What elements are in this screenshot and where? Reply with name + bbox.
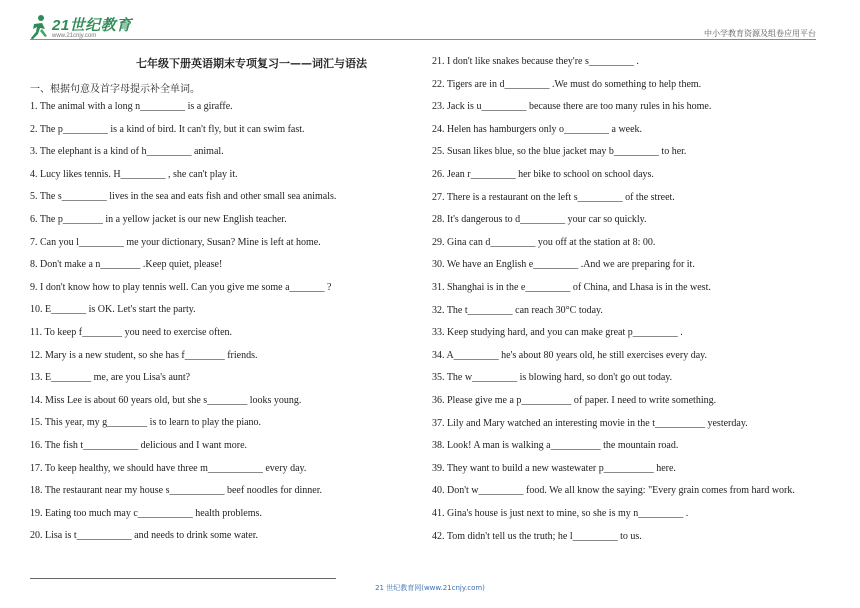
question-item: 37. Lily and Mary watched an interesting movie in the t__________ yesterday.	[432, 417, 748, 429]
question-item: 11. To keep f________ you need to exercise often.	[30, 327, 233, 338]
question-item: 21. I don't like snakes because they're s_________ .	[432, 56, 639, 67]
question-item: 12. Mary is a new student, so she has f________ friends.	[30, 349, 258, 361]
question-item: 29. Gina can d_________ you off at the station at 8: 00.	[432, 236, 656, 248]
question-item: 22. Tigers are in d_________ .We must do something to help them.	[432, 78, 702, 90]
question-item: 14. Miss Lee is about 60 years old, but she s________ looks young.	[30, 394, 302, 406]
question-item: 15. This year, my g________ is to learn to play the piano.	[30, 417, 262, 429]
question-item: 25. Susan likes blue, so the blue jacket may b_________ to her.	[432, 146, 687, 158]
site-logo	[28, 12, 138, 46]
question-item: 4. Lucy likes tennis. H_________ , she can't play it.	[30, 168, 238, 180]
question-item: 28. It's dangerous to d_________ your car so quickly.	[432, 214, 647, 226]
question-item: 5. The s_________ lives in the sea and eats fish and other small sea animals.	[30, 191, 337, 203]
question-item: 32. The t_________ can reach 30°C today.	[432, 304, 603, 316]
question-item: 1. The animal with a long n_________ is a giraffe.	[30, 101, 233, 112]
section-heading: 一、根据句意及首字母提示补全单词。	[30, 84, 200, 95]
runner-logo-icon	[28, 14, 50, 42]
footer-divider	[30, 578, 336, 579]
question-item: 18. The restaurant near my house s___________ beef noodles for dinner.	[30, 485, 322, 497]
question-item: 17. To keep healthy, we should have three m___________ every day.	[30, 462, 307, 474]
question-item: 6. The p________ in a yellow jacket is our new English teacher.	[30, 214, 287, 225]
question-item: 42. Tom didn't tell us the truth; he l_________ to us.	[432, 530, 642, 542]
question-item: 3. The elephant is a kind of h_________ animal.	[30, 146, 224, 158]
question-item: 38. Look! A man is walking a__________ the mountain road.	[432, 440, 679, 452]
question-item: 35. The w_________ is blowing hard, so don't go out today.	[432, 372, 673, 384]
question-item: 2. The p_________ is a kind of bird. It can't fly, but it can swim fast.	[30, 123, 305, 135]
question-item: 41. Gina's house is just next to mine, so she is my n_________ .	[432, 508, 689, 519]
question-item: 8. Don't make a n________ .Keep quiet, please!	[30, 259, 223, 271]
question-item: 7. Can you l_________ me your dictionary, Susan? Mine is left at home.	[30, 236, 321, 248]
brand-name: 21世纪教育	[52, 17, 132, 34]
footer-text: 21 世纪教育网(www.21cnjy.com)	[375, 584, 485, 592]
question-item: 34. A_________ he's about 80 years old, he still exercises every day.	[432, 349, 707, 361]
header-divider	[30, 39, 816, 40]
header-tagline: 中小学教育资源及组卷应用平台	[704, 29, 816, 38]
question-item: 10. E_______ is OK. Let's start the party.	[30, 304, 196, 316]
question-item: 13. E________ me, are you Lisa's aunt?	[30, 372, 191, 384]
brand-url: www.21cnjy.com	[52, 33, 97, 39]
question-item: 23. Jack is u_________ because there are too many rules in his home.	[432, 101, 712, 113]
question-item: 30. We have an English e_________ .And we are preparing for it.	[432, 259, 695, 271]
question-item: 9. I don't know how to play tennis well. Can you give me some a_______ ?	[30, 281, 332, 293]
question-item: 16. The fish t___________ delicious and I want more.	[30, 440, 248, 451]
question-item: 36. Please give me a p__________ of paper. I need to write something.	[432, 395, 717, 406]
question-item: 27. There is a restaurant on the left s_________ of the street.	[432, 191, 675, 203]
question-item: 26. Jean r_________ her bike to school on school days.	[432, 169, 654, 180]
question-item: 31. Shanghai is in the e_________ of China, and Lhasa is in the west.	[432, 282, 711, 293]
question-item: 40. Don't w_________ food. We all know the saying: "Every grain comes from hard work.	[432, 485, 795, 497]
question-item: 39. They want to build a new wastewater p__________ here.	[432, 462, 676, 474]
question-item: 19. Eating too much may c___________ health problems.	[30, 507, 262, 519]
question-item: 20. Lisa is t___________ and needs to drink some water.	[30, 530, 259, 542]
question-item: 24. Helen has hamburgers only o_________ a week.	[432, 123, 643, 135]
question-item: 33. Keep studying hard, and you can make great p_________ .	[432, 327, 683, 339]
document-title: 七年级下册英语期末专项复习一——词汇与语法	[136, 57, 367, 70]
